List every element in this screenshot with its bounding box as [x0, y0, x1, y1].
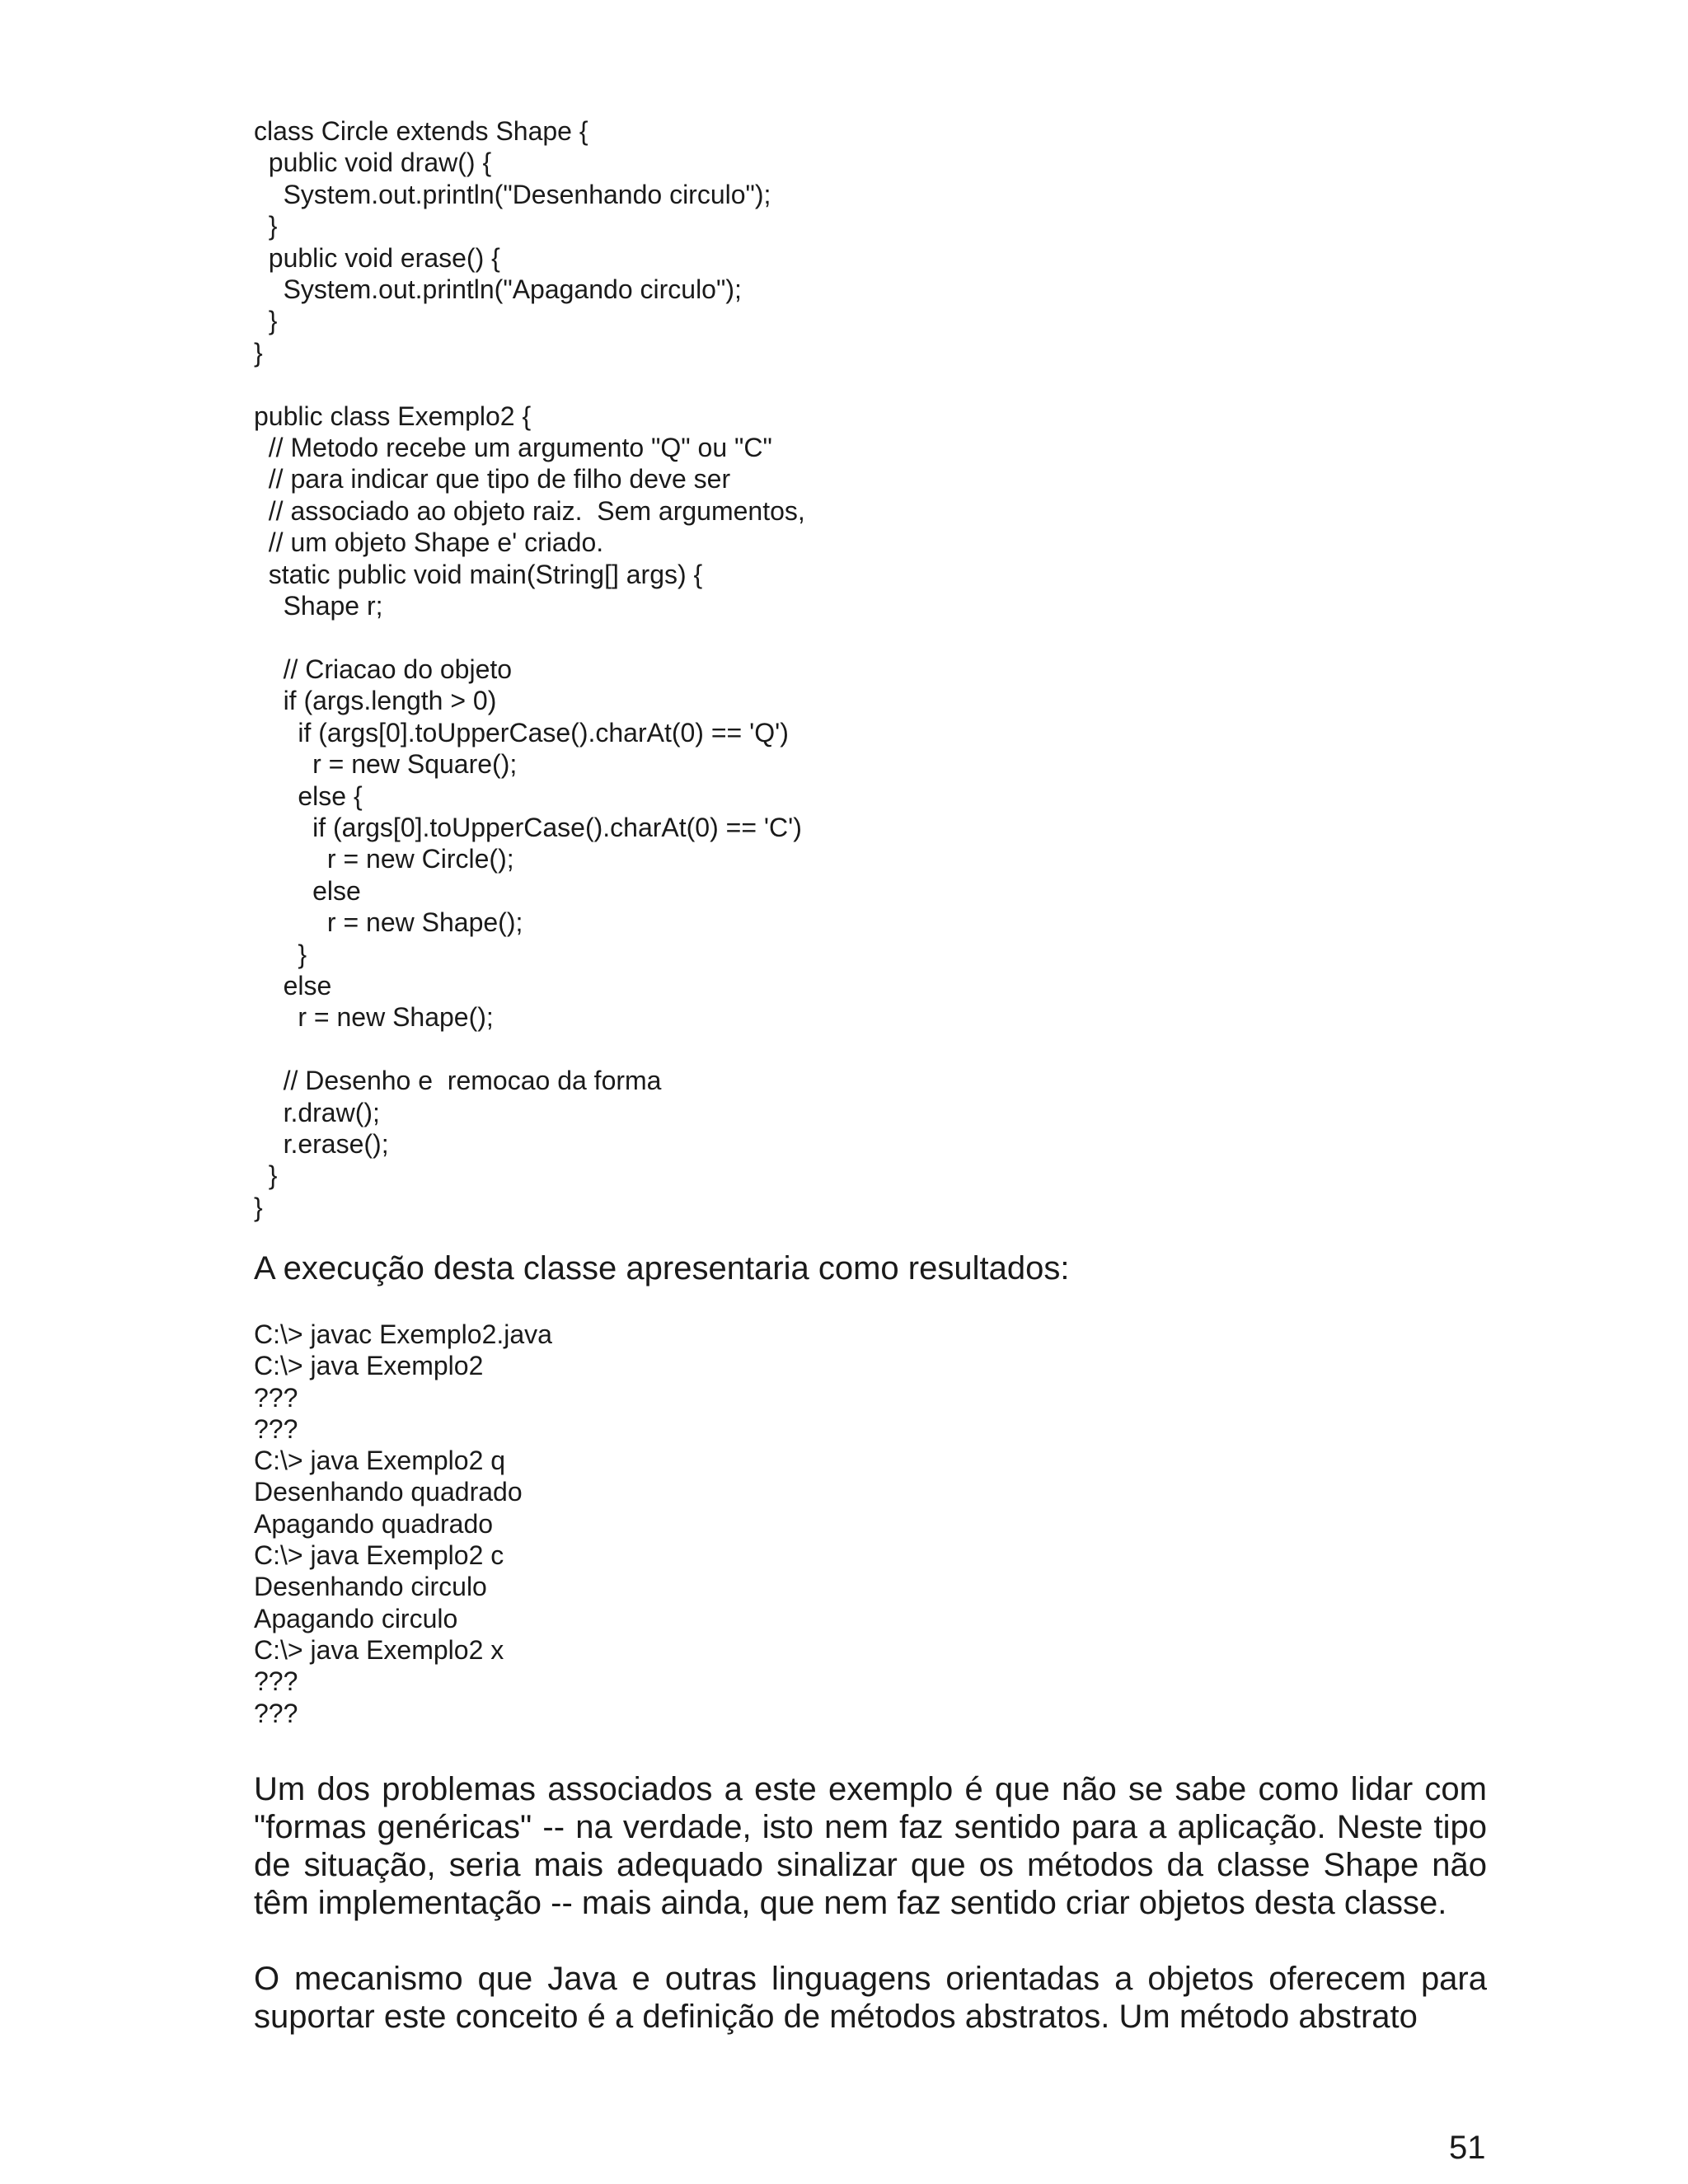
- paragraph-generic-shapes: Um dos problemas associados a este exemplo é que não se sabe como lidar com "formas genéricas" -- na verdade, isto nem faz sentido para a aplicação. Neste tipo de situação, seria mais adequado sinalizar que os métodos da classe Shape não têm implementação -- mais ainda, que nem faz sentido criar objetos desta classe.: [254, 1771, 1487, 1921]
- paragraph-abstract-methods: O mecanismo que Java e outras linguagens orientadas a objetos oferecem para suportar este conceito é a definição de métodos abstratos. Um método abstrato: [254, 1961, 1487, 2035]
- java-code-listing: class Circle extends Shape { public void draw() { System.out.println("Desenhando circulo"); } public void erase() { System.out.println("Apagando circulo"); } } public class Exemplo2 { // Metodo recebe um argumento "Q" ou "C" // para indicar que tipo de filho deve ser // associado ao objeto raiz. Sem argumentos, // um objeto Shape e' criado. static public void main(String[] args) { Shape r; // Criacao do objeto if (args.length > 0) if (args[0].toUpperCase().charAt(0) == 'Q') r = new Square(); else { if (args[0].toUpperCase().charAt(0) == 'C') r = new Circle(); else r = new Shape(); } else r = new Shape(); // Desenho e remocao da forma r.draw(); r.erase(); } }: [254, 116, 805, 1222]
- console-output: C:\> javac Exemplo2.java C:\> java Exemplo2 ??? ??? C:\> java Exemplo2 q Desenhando quadrado Apagando quadrado C:\> java Exemplo2 c Desenhando circulo Apagando circulo C:\> java Exemplo2 x ??? ???: [254, 1319, 552, 1728]
- page-number: 51: [1449, 2130, 1486, 2166]
- execution-intro-text: A execução desta classe apresentaria como resultados:: [254, 1250, 1070, 1286]
